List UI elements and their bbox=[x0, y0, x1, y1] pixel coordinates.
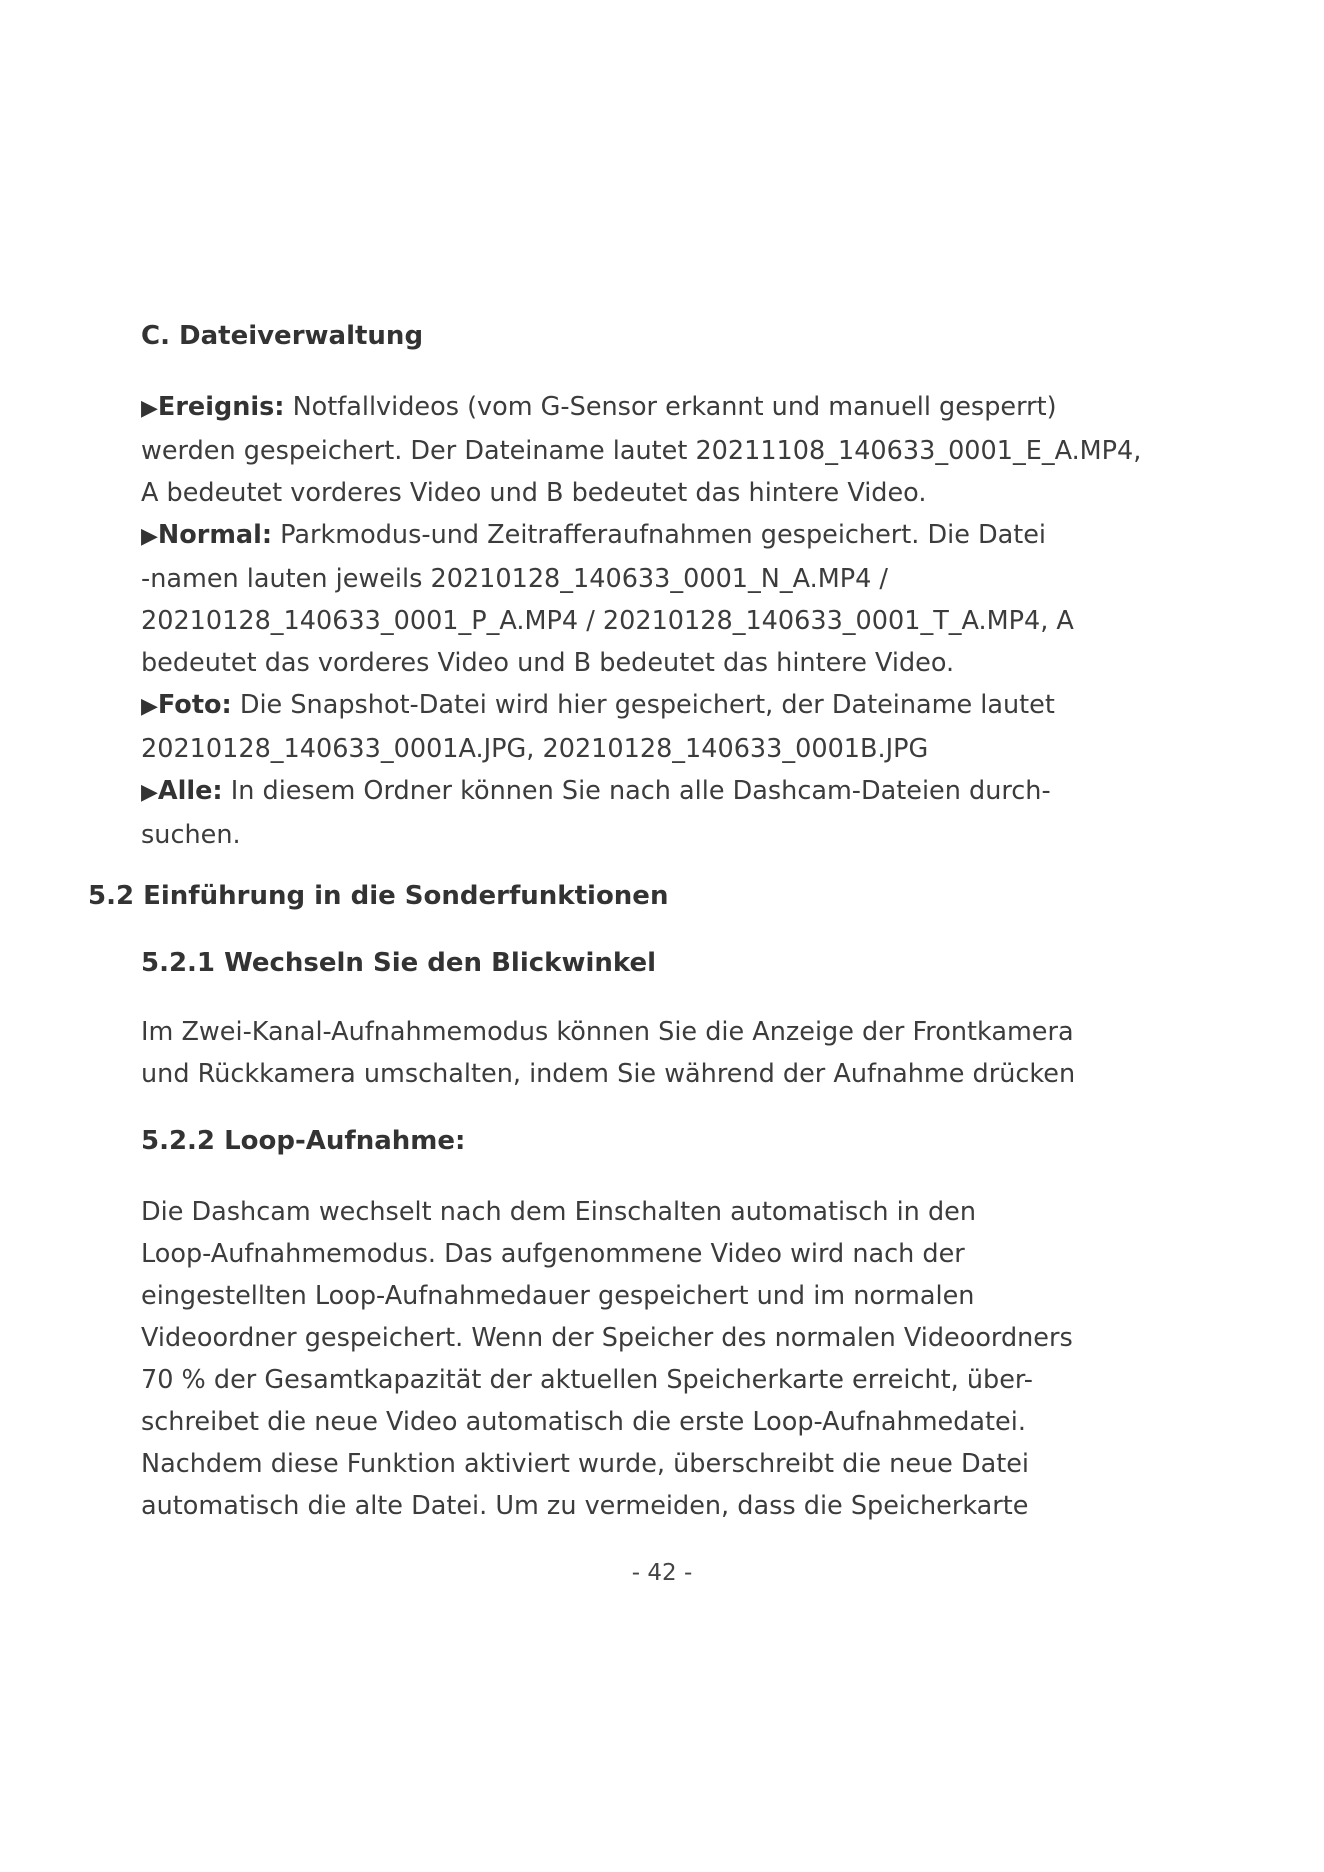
paragraph-line: Die Dashcam wechselt nach dem Einschalten automatisch in den bbox=[141, 1197, 976, 1227]
item-line: bedeutet das vorderes Video und B bedeutet das hintere Video. bbox=[141, 648, 955, 678]
triangle-bullet-icon: ▶ bbox=[141, 780, 158, 805]
item-label: Normal: bbox=[157, 520, 273, 550]
item-label: Foto: bbox=[157, 690, 232, 720]
section-heading-5-2-2: 5.2.2 Loop-Aufnahme: bbox=[141, 1126, 466, 1156]
paragraph-line: eingestellten Loop-Aufnahmedauer gespeichert und im normalen bbox=[141, 1281, 975, 1311]
paragraph-line: 70 % der Gesamtkapazität der aktuellen Speicherkarte erreicht, über- bbox=[141, 1365, 1033, 1395]
triangle-bullet-icon: ▶ bbox=[141, 694, 158, 719]
item-line: suchen. bbox=[141, 820, 241, 850]
section-heading-5-2: 5.2 Einführung in die Sonderfunktionen bbox=[88, 881, 669, 911]
list-item-ereignis bbox=[141, 386, 1141, 430]
triangle-bullet-icon: ▶ bbox=[141, 396, 158, 421]
section-521-body bbox=[141, 1011, 1075, 1095]
item-line: -namen lauten jeweils 20210128_140633_0001_N_A.MP4 / bbox=[141, 564, 888, 594]
item-text: Parkmodus-und Zeitrafferaufnahmen gespeichert. Die Datei bbox=[272, 520, 1047, 550]
paragraph-line: Videoordner gespeichert. Wenn der Speicher des normalen Videoordners bbox=[141, 1323, 1073, 1353]
item-label: Alle: bbox=[157, 776, 223, 806]
paragraph-line: automatisch die alte Datei. Um zu vermeiden, dass die Speicherkarte bbox=[141, 1491, 1029, 1521]
item-line: 20210128_140633_0001_P_A.MP4 / 20210128_140633_0001_T_A.MP4, A bbox=[141, 606, 1074, 636]
section-heading-5-2-1: 5.2.1 Wechseln Sie den Blickwinkel bbox=[141, 948, 657, 978]
paragraph-line: Nachdem diese Funktion aktiviert wurde, überschreibt die neue Datei bbox=[141, 1449, 1030, 1479]
paragraph-line: und Rückkamera umschalten, indem Sie während der Aufnahme drücken bbox=[141, 1059, 1076, 1089]
paragraph-line: Im Zwei-Kanal-Aufnahmemodus können Sie die Anzeige der Frontkamera bbox=[141, 1017, 1074, 1047]
list-item-normal bbox=[141, 514, 1141, 558]
page-number: - 42 - bbox=[631, 1560, 693, 1586]
section-heading-dateiverwaltung: C. Dateiverwaltung bbox=[141, 321, 424, 351]
item-line: A bedeutet vorderes Video und B bedeutet das hintere Video. bbox=[141, 478, 927, 508]
item-text: Notfallvideos (vom G-Sensor erkannt und manuell gesperrt) bbox=[284, 392, 1057, 422]
paragraph-line: schreibet die neue Video automatisch die erste Loop-Aufnahmedatei. bbox=[141, 1407, 1026, 1437]
list-item-foto bbox=[141, 684, 1141, 728]
section-522-body bbox=[141, 1191, 1073, 1527]
triangle-bullet-icon: ▶ bbox=[141, 524, 158, 549]
item-line: werden gespeichert. Der Dateiname lautet 20211108_140633_0001_E_A.MP4, bbox=[141, 436, 1142, 466]
item-text: In diesem Ordner können Sie nach alle Dashcam-Dateien durch- bbox=[222, 776, 1051, 806]
item-line: 20210128_140633_0001A.JPG, 20210128_140633_0001B.JPG bbox=[141, 734, 929, 764]
section-c-body bbox=[141, 386, 1141, 856]
list-item-alle bbox=[141, 770, 1141, 814]
item-label: Ereignis: bbox=[157, 392, 285, 422]
paragraph-line: Loop-Aufnahmemodus. Das aufgenommene Video wird nach der bbox=[141, 1239, 965, 1269]
item-text: Die Snapshot-Datei wird hier gespeichert, der Dateiname lautet bbox=[231, 690, 1055, 720]
